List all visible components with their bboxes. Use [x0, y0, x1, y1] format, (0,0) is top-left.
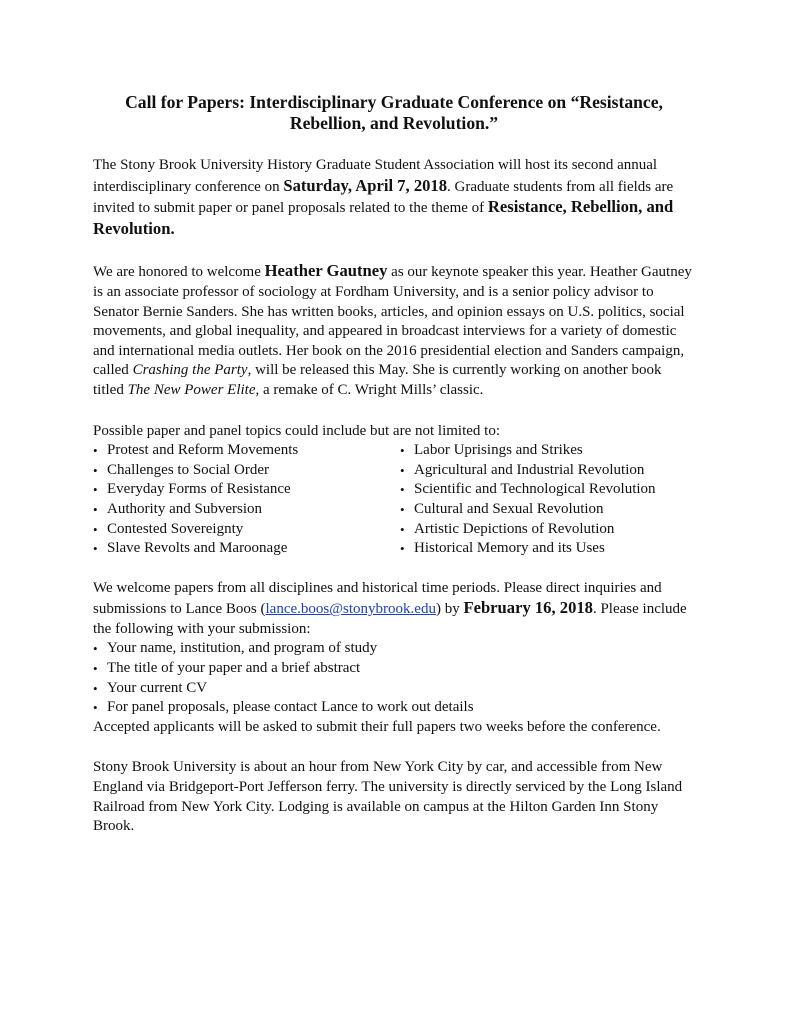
list-item: • Labor Uprisings and Strikes: [400, 441, 695, 461]
conference-date: Saturday, April 7, 2018: [283, 175, 448, 195]
title-line-1: Call for Papers: Interdisciplinary Graduate Conference on “Resistance,: [125, 92, 663, 112]
submission-deadline: February 16, 2018: [463, 598, 593, 618]
list-item: • For panel proposals, please contact Lance to work out details: [93, 698, 695, 718]
submission-text-1: We welcome papers from all disciplines and historical time periods. Please direct inquiries and submissions to Lance Boos (: [93, 579, 662, 618]
list-item: • Challenges to Social Order: [93, 461, 400, 481]
intro-paragraph: [93, 156, 695, 240]
intro-text-2: . Graduate students from all fields are invited to submit paper or panel proposals related to the theme of: [93, 178, 674, 217]
keynote-speaker: Heather Gautney: [264, 261, 388, 281]
accepted-paragraph: Accepted applicants will be asked to submit their full papers two weeks before the conference.: [93, 718, 661, 735]
keynote-paragraph: [93, 261, 695, 400]
page-title: [93, 92, 695, 134]
list-item: • Cultural and Sexual Revolution: [400, 500, 695, 520]
list-item: • Artistic Depictions of Revolution: [400, 520, 695, 540]
list-item: • Contested Sovereignty: [93, 520, 400, 540]
topics-intro: Possible paper and panel topics could include but are not limited to:: [93, 422, 500, 439]
book-title-power-elite: The New Power Elite: [127, 381, 256, 398]
submission-text-3: . Please include the following with your submission:: [93, 601, 687, 637]
travel-paragraph: Stony Brook University is about an hour from New York City by car, and accessible from New England via Bridgeport-Port Jefferson ferry. The university is directly serviced by the Long Island Railroad from New York City. Lodging is available on campus at the Hilton Garden Inn Stony Brook.: [93, 759, 683, 835]
list-item: • Everyday Forms of Resistance: [93, 480, 400, 500]
list-item: • The title of your paper and a brief abstract: [93, 659, 695, 679]
intro-text-1: The Stony Brook University History Graduate Student Association will host its second annual interdisciplinary conference on: [93, 157, 658, 195]
list-item: • Scientific and Technological Revolution: [400, 480, 695, 500]
keynote-text-4: , a remake of C. Wright Mills’ classic.: [255, 381, 484, 398]
topics-list-left: [93, 441, 400, 559]
email-link[interactable]: lance.boos@stonybrook.edu: [265, 601, 436, 618]
submission-text-2: ) by: [435, 601, 464, 618]
submission-paragraph: [93, 579, 695, 640]
list-item: • Agricultural and Industrial Revolution: [400, 461, 695, 481]
topics-columns: [93, 441, 695, 559]
topics-list-right: [400, 441, 695, 559]
title-line-2: Rebellion, and Revolution.”: [289, 113, 499, 133]
list-item: • Authority and Subversion: [93, 500, 400, 520]
book-title-crashing: Crashing the Party: [132, 362, 248, 379]
conference-theme: Resistance, Rebellion, and Revolution.: [93, 197, 674, 238]
submission-requirements-list: [93, 639, 695, 717]
list-item: • Your name, institution, and program of study: [93, 639, 695, 659]
list-item: • Slave Revolts and Maroonage: [93, 539, 400, 559]
list-item: • Protest and Reform Movements: [93, 441, 400, 461]
list-item: • Your current CV: [93, 679, 695, 699]
keynote-text-1: We are honored to welcome: [93, 264, 265, 281]
list-item: • Historical Memory and its Uses: [400, 539, 695, 559]
keynote-text-3: , will be released this May. She is currently working on another book titled: [93, 362, 662, 398]
keynote-text-2: as our keynote speaker this year. Heather Gautney is an associate professor of sociology at Fordham University, and is a senior policy advisor to Senator Bernie Sanders. She has written books, articles, and opinion essays on U.S. politics, social movements, and global inequality, and appeared in broadcast interviews for a variety of domestic and international media outlets. Her book on the 2016 presidential election and Sanders campaign, called: [93, 264, 692, 379]
